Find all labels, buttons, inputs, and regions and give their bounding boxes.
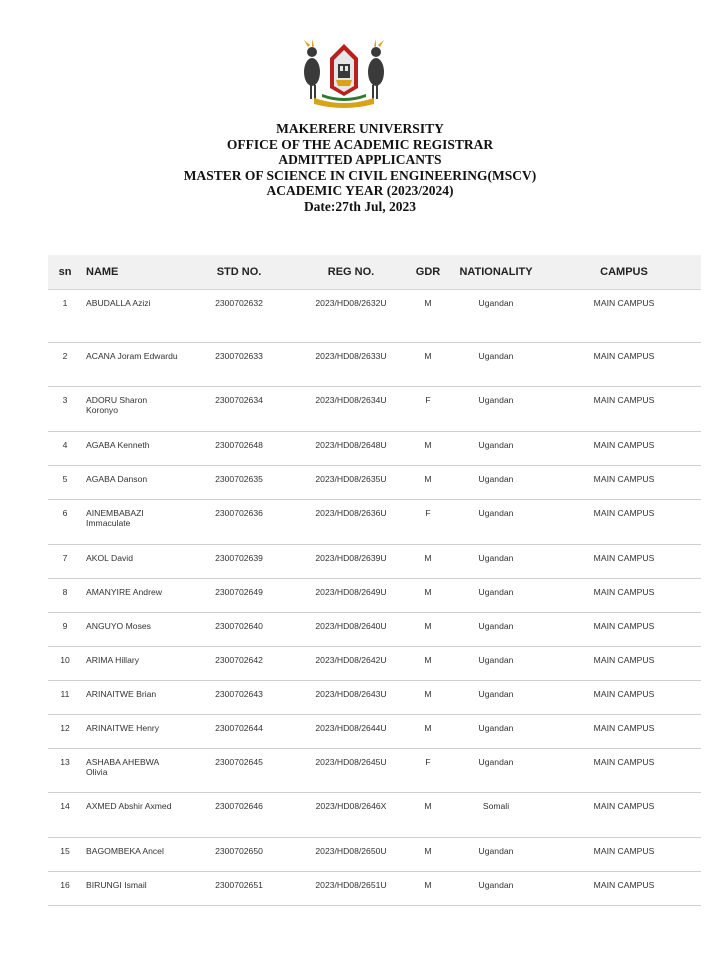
cell-reg-no: 2023/HD08/2643U	[315, 689, 387, 699]
table-row	[48, 500, 701, 545]
cell-reg-no: 2023/HD08/2645U	[315, 757, 387, 767]
cell-name: AXMED Abshir Axmed	[86, 801, 172, 811]
table-row	[48, 579, 701, 613]
cell-sn: 14	[60, 801, 70, 811]
cell-campus: MAIN CAMPUS	[593, 621, 655, 631]
cell-nationality: Ugandan	[478, 553, 514, 563]
cell-name: ABUDALLA Azizi	[86, 298, 151, 308]
cell-campus: MAIN CAMPUS	[593, 587, 655, 597]
cell-std-no: 2300702646	[215, 801, 263, 811]
cell-std-no: 2300702633	[215, 351, 263, 361]
cell-sn: 11	[60, 689, 70, 699]
cell-sn: 12	[60, 723, 70, 733]
cell-campus: MAIN CAMPUS	[593, 395, 655, 405]
column-header-nationality: NATIONALITY	[445, 255, 547, 290]
cell-campus: MAIN CAMPUS	[593, 553, 655, 563]
university-crest-logo	[300, 38, 388, 110]
cell-gdr: M	[424, 655, 432, 665]
cell-gdr: M	[424, 474, 432, 484]
cell-name: ARINAITWE Brian	[86, 689, 157, 699]
office-name: OFFICE OF THE ACADEMIC REGISTRAR	[226, 136, 494, 152]
cell-sn: 16	[60, 880, 70, 890]
cell-name: ADORU Sharon Koronyo	[86, 395, 148, 415]
cell-reg-no: 2023/HD08/2639U	[315, 553, 387, 563]
cell-std-no: 2300702634	[215, 395, 263, 405]
cell-reg-no: 2023/HD08/2650U	[315, 846, 387, 856]
cell-nationality: Ugandan	[478, 474, 514, 484]
cell-nationality: Ugandan	[478, 689, 514, 699]
university-name: MAKERERE UNIVERSITY	[276, 121, 444, 136]
column-header-gdr: GDR	[411, 255, 445, 290]
cell-sn: 2	[62, 351, 68, 361]
table-row	[48, 290, 701, 343]
cell-nationality: Ugandan	[478, 621, 514, 631]
column-header-name: NAME	[82, 255, 187, 290]
table-row	[48, 715, 701, 749]
cell-std-no: 2300702645	[215, 757, 263, 767]
cell-reg-no: 2023/HD08/2635U	[315, 474, 387, 484]
cell-std-no: 2300702642	[215, 655, 263, 665]
cell-name: BAGOMBEKA Ancel	[86, 846, 164, 856]
cell-sn: 5	[62, 474, 68, 484]
column-header-sn: sn	[48, 255, 82, 290]
cell-campus: MAIN CAMPUS	[593, 880, 655, 890]
cell-nationality: Ugandan	[478, 587, 514, 597]
cell-sn: 10	[60, 655, 70, 665]
table-row	[48, 545, 701, 579]
table-row	[48, 749, 701, 793]
cell-reg-no: 2023/HD08/2644U	[315, 723, 387, 733]
cell-name: ARIMA Hillary	[86, 655, 140, 665]
cell-campus: MAIN CAMPUS	[593, 757, 655, 767]
cell-sn: 7	[62, 553, 68, 563]
cell-std-no: 2300702650	[215, 846, 263, 856]
cell-std-no: 2300702649	[215, 587, 263, 597]
cell-name: AGABA Danson	[86, 474, 148, 484]
cell-reg-no: 2023/HD08/2646X	[315, 801, 387, 811]
cell-campus: MAIN CAMPUS	[593, 508, 655, 518]
table-row	[48, 793, 701, 838]
cell-name: ARINAITWE Henry	[86, 723, 160, 733]
cell-std-no: 2300702632	[215, 298, 263, 308]
cell-gdr: M	[424, 880, 432, 890]
cell-reg-no: 2023/HD08/2633U	[315, 351, 387, 361]
table-row	[48, 432, 701, 466]
cell-std-no: 2300702639	[215, 553, 263, 563]
cell-nationality: Somali	[482, 801, 510, 811]
cell-std-no: 2300702643	[215, 689, 263, 699]
cell-gdr: M	[424, 440, 432, 450]
cell-campus: MAIN CAMPUS	[593, 440, 655, 450]
document-heading	[0, 121, 720, 215]
cell-nationality: Ugandan	[478, 508, 514, 518]
cell-campus: MAIN CAMPUS	[593, 474, 655, 484]
cell-std-no: 2300702648	[215, 440, 263, 450]
table-body	[48, 290, 701, 906]
table-row	[48, 838, 701, 872]
cell-std-no: 2300702636	[215, 508, 263, 518]
table-row	[48, 466, 701, 500]
cell-gdr: M	[424, 351, 432, 361]
cell-name: AINEMBABAZI Immaculate	[86, 508, 144, 528]
cell-nationality: Ugandan	[478, 655, 514, 665]
cell-sn: 1	[62, 298, 68, 308]
cell-gdr: M	[424, 587, 432, 597]
academic-year: ACADEMIC YEAR (2023/2024)	[266, 183, 454, 199]
cell-sn: 4	[62, 440, 68, 450]
crest-shield-icon	[330, 44, 358, 96]
cell-name: AGABA Kenneth	[86, 440, 150, 450]
cell-gdr: F	[425, 395, 431, 405]
cell-gdr: M	[424, 298, 432, 308]
cell-nationality: Ugandan	[478, 723, 514, 733]
cell-campus: MAIN CAMPUS	[593, 801, 655, 811]
admitted-applicants-table	[48, 255, 701, 906]
cell-campus: MAIN CAMPUS	[593, 846, 655, 856]
cell-campus: MAIN CAMPUS	[593, 723, 655, 733]
crane-left-icon	[304, 39, 320, 99]
cell-sn: 3	[62, 395, 68, 405]
table-row	[48, 872, 701, 906]
cell-reg-no: 2023/HD08/2648U	[315, 440, 387, 450]
cell-reg-no: 2023/HD08/2632U	[315, 298, 387, 308]
cell-campus: MAIN CAMPUS	[593, 655, 655, 665]
cell-gdr: M	[424, 621, 432, 631]
cell-sn: 6	[62, 508, 68, 518]
cell-reg-no: 2023/HD08/2642U	[315, 655, 387, 665]
cell-name: ASHABA AHEBWA Olivia	[86, 757, 159, 777]
cell-reg-no: 2023/HD08/2651U	[315, 880, 387, 890]
cell-sn: 13	[60, 757, 70, 767]
cell-nationality: Ugandan	[478, 440, 514, 450]
cell-campus: MAIN CAMPUS	[593, 351, 655, 361]
cell-gdr: F	[425, 508, 431, 518]
table-row	[48, 647, 701, 681]
cell-std-no: 2300702640	[215, 621, 263, 631]
cell-gdr: M	[424, 553, 432, 563]
table-row	[48, 613, 701, 647]
cell-name: ACANA Joram Edwardu	[86, 351, 178, 361]
cell-gdr: M	[424, 689, 432, 699]
cell-nationality: Ugandan	[478, 757, 514, 767]
cell-gdr: M	[424, 801, 432, 811]
column-header-reg-no: REG NO.	[291, 255, 411, 290]
cell-name: BIRUNGI Ismail	[86, 880, 147, 890]
cell-gdr: F	[425, 757, 431, 767]
cell-nationality: Ugandan	[478, 351, 514, 361]
table-row	[48, 681, 701, 715]
cell-nationality: Ugandan	[478, 880, 514, 890]
cell-nationality: Ugandan	[478, 395, 514, 405]
cell-sn: 8	[62, 587, 68, 597]
cell-sn: 15	[60, 846, 70, 856]
cell-campus: MAIN CAMPUS	[593, 689, 655, 699]
cell-reg-no: 2023/HD08/2649U	[315, 587, 387, 597]
cell-sn: 9	[62, 621, 68, 631]
cell-reg-no: 2023/HD08/2636U	[315, 508, 387, 518]
cell-reg-no: 2023/HD08/2640U	[315, 621, 387, 631]
document-date: Date:27th Jul, 2023	[303, 198, 417, 214]
cell-std-no: 2300702644	[215, 723, 263, 733]
table-header-row	[48, 255, 701, 290]
column-header-campus: CAMPUS	[547, 255, 701, 290]
cell-name: AKOL David	[86, 553, 133, 563]
cell-nationality: Ugandan	[478, 298, 514, 308]
cell-gdr: M	[424, 846, 432, 856]
cell-name: AMANYIRE Andrew	[86, 587, 162, 597]
programme-name: MASTER OF SCIENCE IN CIVIL ENGINEERING(MSCV)	[183, 167, 537, 183]
list-title: ADMITTED APPLICANTS	[278, 152, 442, 168]
cell-std-no: 2300702651	[215, 880, 263, 890]
column-header-std-no: STD NO.	[187, 255, 291, 290]
cell-nationality: Ugandan	[478, 846, 514, 856]
cell-name: ANGUYO Moses	[86, 621, 151, 631]
cell-reg-no: 2023/HD08/2634U	[315, 395, 387, 405]
cell-std-no: 2300702635	[215, 474, 263, 484]
crane-right-icon	[368, 39, 384, 99]
cell-gdr: M	[424, 723, 432, 733]
table-row	[48, 343, 701, 387]
table-row	[48, 387, 701, 432]
cell-campus: MAIN CAMPUS	[593, 298, 655, 308]
